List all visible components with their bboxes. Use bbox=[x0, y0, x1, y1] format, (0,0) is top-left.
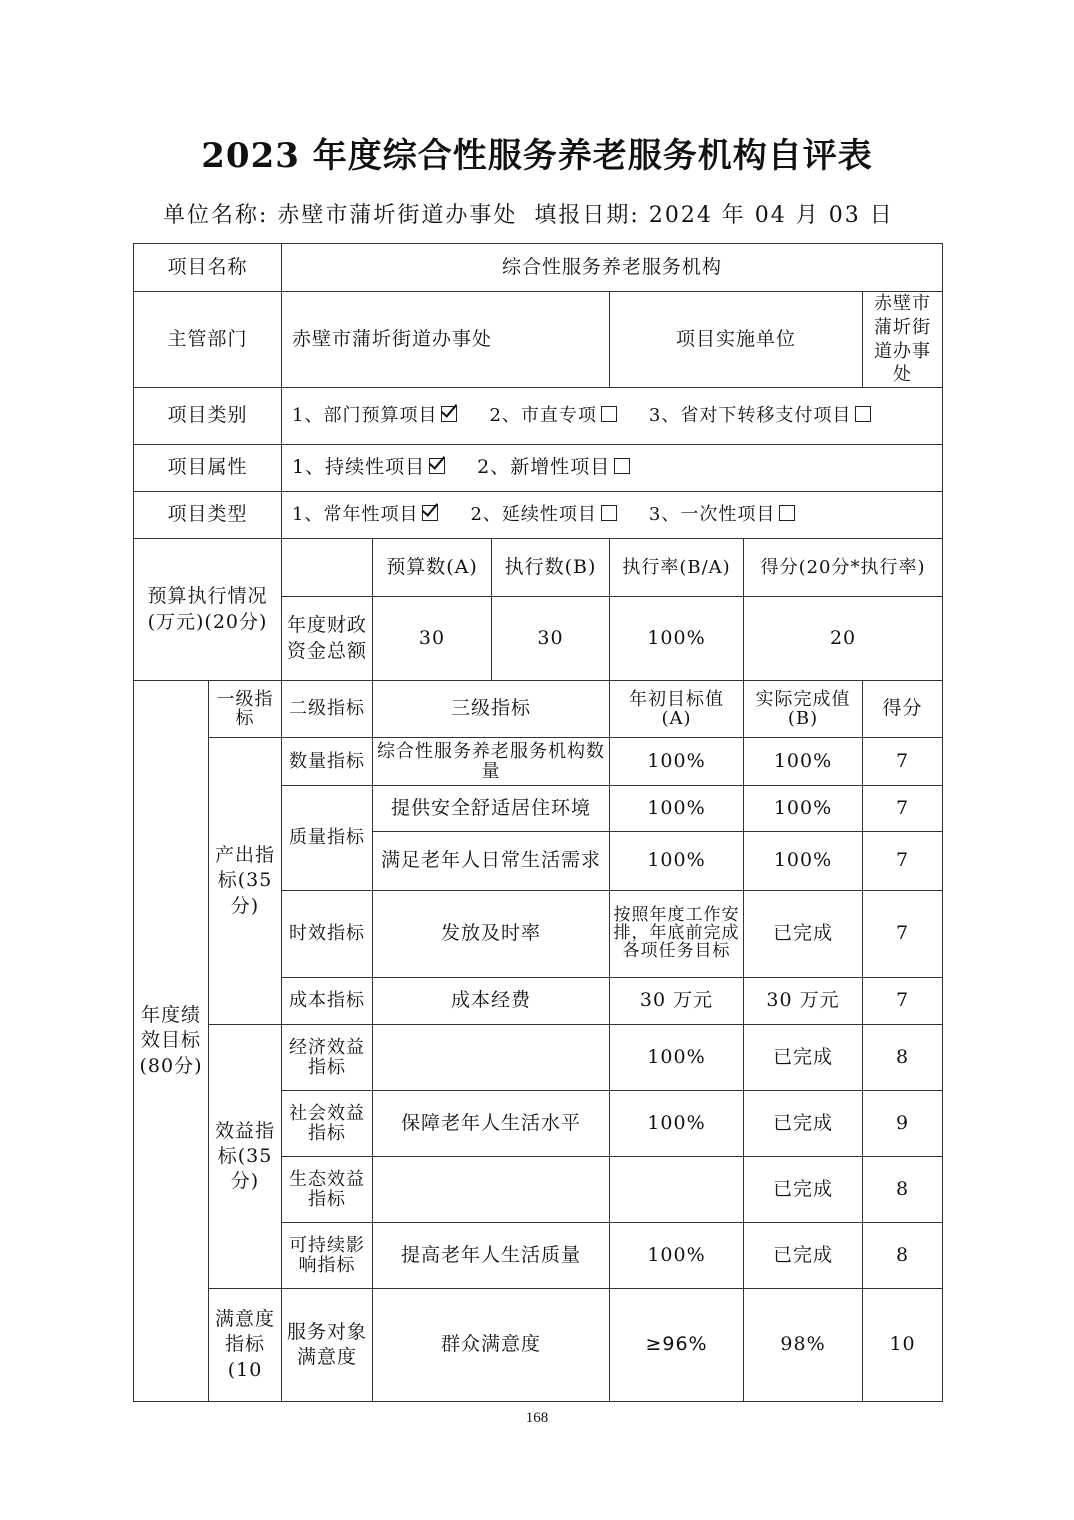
level3-cell: 保障老年人生活水平 bbox=[373, 1091, 610, 1157]
level2-cell: 成本指标 bbox=[282, 978, 373, 1025]
level2-cell: 经济效益指标 bbox=[282, 1025, 373, 1091]
checkbox-icon bbox=[855, 406, 871, 422]
budget-score-value: 20 bbox=[744, 597, 943, 681]
checked-box-icon bbox=[441, 406, 457, 422]
category-label: 项目类别 bbox=[134, 388, 282, 445]
type-label: 项目类型 bbox=[134, 492, 282, 539]
satisfaction-label: 满意度指标(10 bbox=[209, 1289, 282, 1402]
evaluation-table bbox=[133, 243, 943, 1402]
department-label: 主管部门 bbox=[134, 292, 282, 388]
level3-cell: 综合性服务养老服务机构数量 bbox=[373, 738, 610, 786]
type-option-2: 2、延续性项目 bbox=[470, 504, 620, 525]
score-cell: 8 bbox=[863, 1025, 943, 1091]
table-row bbox=[134, 1025, 943, 1091]
attribute-option-2: 2、新增性项目 bbox=[477, 456, 634, 478]
score-cell: 7 bbox=[863, 978, 943, 1025]
actual-cell: 100% bbox=[744, 786, 863, 832]
score-cell: 8 bbox=[863, 1223, 943, 1289]
checkbox-icon bbox=[614, 458, 630, 474]
level3-cell: 提高老年人生活质量 bbox=[373, 1223, 610, 1289]
budget-b-value: 30 bbox=[492, 597, 610, 681]
target-cell: 30 万元 bbox=[610, 978, 744, 1025]
perf-h-level2: 二级指标 bbox=[282, 681, 373, 738]
type-option-1: 1、常年性项目 bbox=[292, 504, 442, 525]
attribute-option-1: 1、持续性项目 bbox=[292, 456, 449, 478]
level3-cell bbox=[373, 1157, 610, 1223]
level2-cell: 数量指标 bbox=[282, 738, 373, 786]
score-cell: 7 bbox=[863, 738, 943, 786]
budget-row-label: 年度财政资金总额 bbox=[282, 597, 373, 681]
actual-cell: 已完成 bbox=[744, 1157, 863, 1223]
report-date: 填报日期: 2024 年 04 月 03 日 bbox=[534, 203, 894, 228]
target-cell: 100% bbox=[610, 832, 744, 891]
budget-col-rate: 执行率(B/A) bbox=[610, 539, 744, 597]
budget-col-a: 预算数(A) bbox=[373, 539, 492, 597]
level2-cell: 服务对象满意度 bbox=[282, 1289, 373, 1402]
target-cell: ≥96% bbox=[610, 1289, 744, 1402]
actual-cell: 98% bbox=[744, 1289, 863, 1402]
checked-box-icon bbox=[429, 458, 445, 474]
actual-cell: 已完成 bbox=[744, 1223, 863, 1289]
level2-cell: 可持续影响指标 bbox=[282, 1223, 373, 1289]
impl-unit-label: 项目实施单位 bbox=[610, 292, 863, 388]
score-cell: 7 bbox=[863, 832, 943, 891]
row-project-name bbox=[134, 244, 943, 292]
row-budget-header bbox=[134, 539, 943, 597]
category-option-3: 3、省对下转移支付项目 bbox=[649, 405, 875, 426]
level3-cell: 群众满意度 bbox=[373, 1289, 610, 1402]
level3-cell bbox=[373, 1025, 610, 1091]
project-name-label: 项目名称 bbox=[134, 244, 282, 292]
score-cell: 9 bbox=[863, 1091, 943, 1157]
row-perf-header bbox=[134, 681, 943, 738]
checkbox-icon bbox=[779, 505, 795, 521]
row-type bbox=[134, 492, 943, 539]
header-info bbox=[163, 198, 902, 229]
perf-h-actual: 实际完成值(B) bbox=[744, 681, 863, 738]
unit-name: 单位名称: 赤壁市蒲圻街道办事处 bbox=[163, 203, 518, 228]
output-label: 产出指标(35分) bbox=[209, 738, 282, 1025]
actual-cell: 100% bbox=[744, 832, 863, 891]
level3-cell: 提供安全舒适居住环境 bbox=[373, 786, 610, 832]
attribute-options bbox=[282, 445, 943, 492]
checked-box-icon bbox=[422, 505, 438, 521]
score-cell: 10 bbox=[863, 1289, 943, 1402]
level3-cell: 发放及时率 bbox=[373, 891, 610, 978]
benefit-label: 效益指标(35分) bbox=[209, 1025, 282, 1289]
target-cell: 100% bbox=[610, 1223, 744, 1289]
category-option-1: 1、部门预算项目 bbox=[292, 405, 461, 426]
level3-cell: 满足老年人日常生活需求 bbox=[373, 832, 610, 891]
target-cell: 100% bbox=[610, 786, 744, 832]
table-row bbox=[134, 1289, 943, 1402]
attribute-label: 项目属性 bbox=[134, 445, 282, 492]
category-option-2: 2、市直专项 bbox=[489, 405, 620, 426]
project-name-value: 综合性服务养老服务机构 bbox=[282, 244, 943, 292]
checkbox-icon bbox=[601, 505, 617, 521]
budget-rate-value: 100% bbox=[610, 597, 744, 681]
perf-label: 年度绩效目标(80分) bbox=[134, 681, 209, 1402]
budget-col-b: 执行数(B) bbox=[492, 539, 610, 597]
perf-h-target: 年初目标值(A) bbox=[610, 681, 744, 738]
target-cell: 100% bbox=[610, 1025, 744, 1091]
impl-unit-value: 赤壁市蒲圻街道办事处 bbox=[863, 292, 943, 388]
level2-cell: 生态效益指标 bbox=[282, 1157, 373, 1223]
row-attribute bbox=[134, 445, 943, 492]
actual-cell: 已完成 bbox=[744, 1091, 863, 1157]
department-value: 赤壁市蒲圻街道办事处 bbox=[282, 292, 610, 388]
perf-h-score: 得分 bbox=[863, 681, 943, 738]
level2-cell: 时效指标 bbox=[282, 891, 373, 978]
budget-corner bbox=[282, 539, 373, 597]
actual-cell: 30 万元 bbox=[744, 978, 863, 1025]
document-title: 2023 年度综合性服务养老服务机构自评表 bbox=[201, 136, 873, 176]
level3-cell: 成本经费 bbox=[373, 978, 610, 1025]
target-cell: 按照年度工作安排，年底前完成各项任务目标 bbox=[610, 891, 744, 978]
actual-cell: 已完成 bbox=[744, 1025, 863, 1091]
row-department bbox=[134, 292, 943, 388]
actual-cell: 100% bbox=[744, 738, 863, 786]
perf-h-level3: 三级指标 bbox=[373, 681, 610, 738]
checkbox-icon bbox=[601, 406, 617, 422]
type-options bbox=[282, 492, 943, 539]
level2-cell: 质量指标 bbox=[282, 786, 373, 891]
budget-label: 预算执行情况(万元)(20分) bbox=[134, 539, 282, 681]
score-cell: 8 bbox=[863, 1157, 943, 1223]
score-cell: 7 bbox=[863, 891, 943, 978]
budget-a-value: 30 bbox=[373, 597, 492, 681]
level2-cell: 社会效益指标 bbox=[282, 1091, 373, 1157]
target-cell: 100% bbox=[610, 738, 744, 786]
row-category bbox=[134, 388, 943, 445]
type-option-3: 3、一次性项目 bbox=[649, 504, 799, 525]
perf-h-level1: 一级指标 bbox=[209, 681, 282, 738]
target-cell: 100% bbox=[610, 1091, 744, 1157]
target-cell bbox=[610, 1157, 744, 1223]
actual-cell: 已完成 bbox=[744, 891, 863, 978]
budget-col-score: 得分(20分*执行率) bbox=[744, 539, 943, 597]
score-cell: 7 bbox=[863, 786, 943, 832]
category-options bbox=[282, 388, 943, 445]
page-number: 168 bbox=[525, 1410, 549, 1426]
table-row bbox=[134, 738, 943, 786]
